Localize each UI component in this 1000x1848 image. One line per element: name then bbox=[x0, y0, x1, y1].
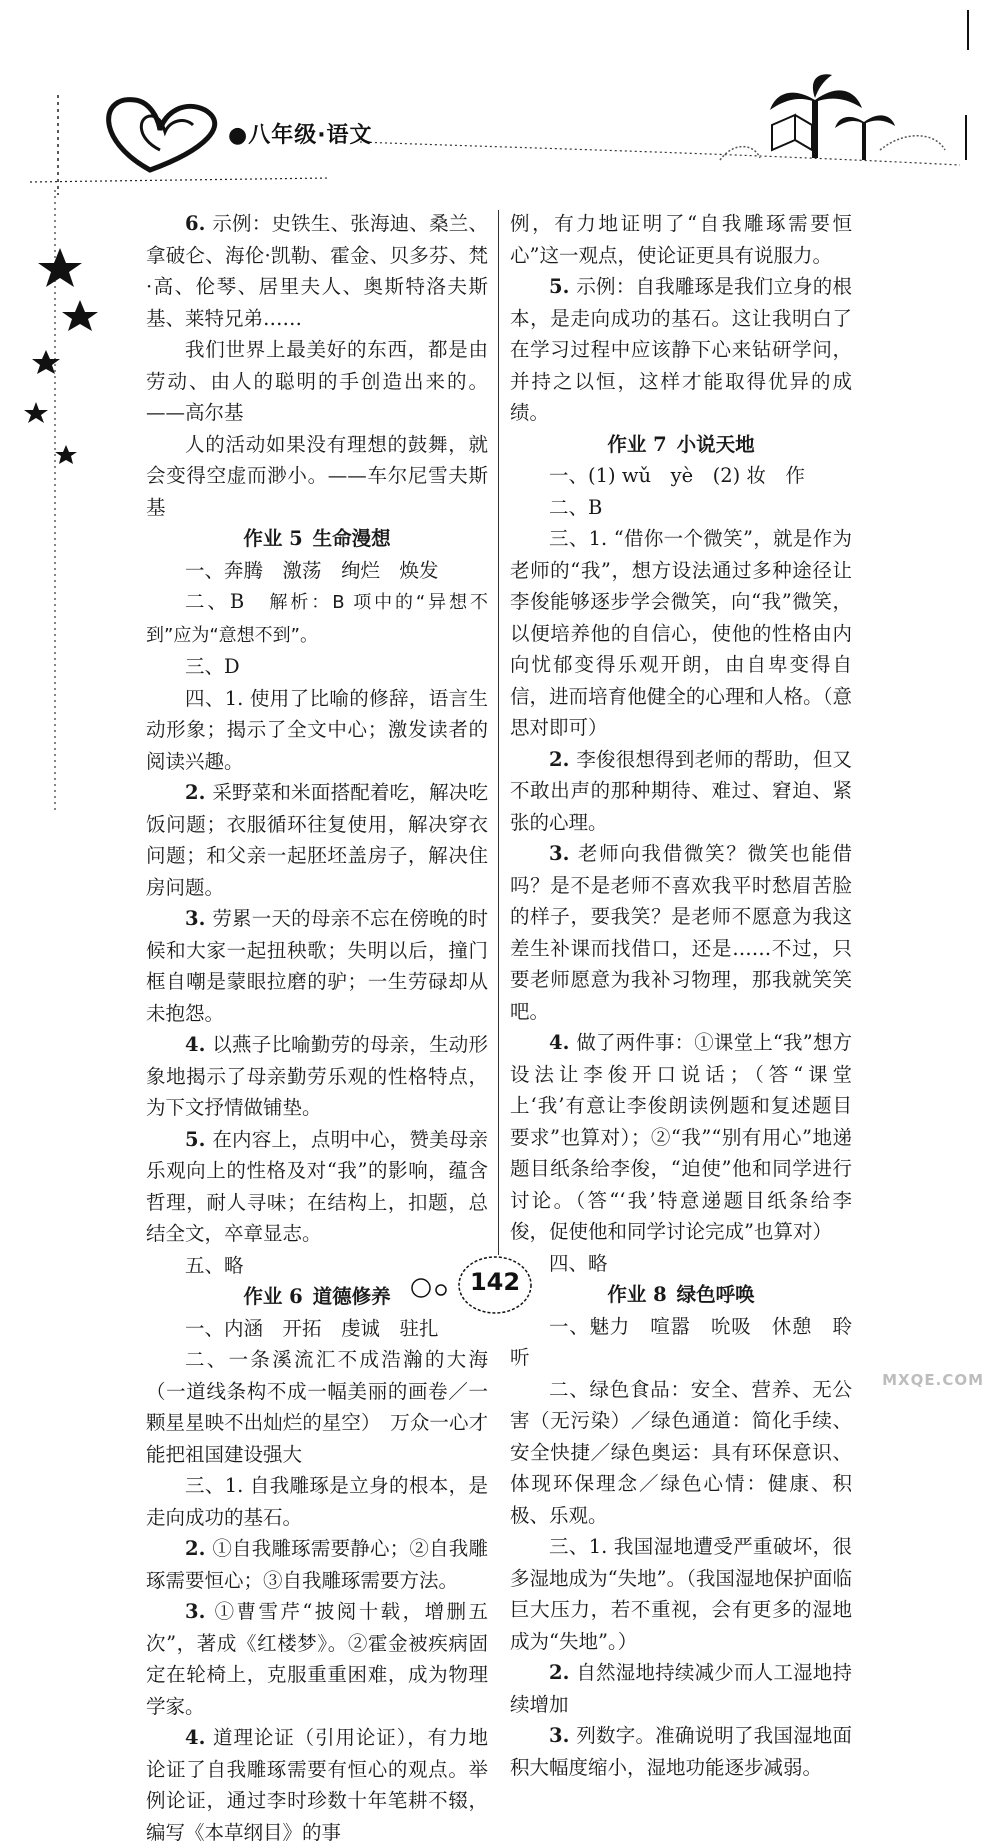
heart-icon bbox=[109, 100, 215, 170]
star-icon bbox=[62, 300, 98, 331]
answer-item: 6. 示例：史铁生、张海迪、桑兰、拿破仑、海伦·凯勒、霍金、贝多芬、梵·高、伦琴、居里夫人、奥斯特洛夫斯基、莱特兄弟…… bbox=[146, 212, 488, 330]
section-heading: 作业 7 小说天地 bbox=[607, 432, 755, 456]
star-icon bbox=[24, 402, 48, 423]
answer-item: 2. 采野菜和米面搭配着吃，解决吃饭问题；衣服循环往复使用，解决穿衣问题；和父亲一起胚坯盖房子，解决住房问题。 bbox=[146, 781, 488, 899]
quote: 人的活动如果没有理想的鼓舞，就会变得空虚而渺小。——车尔尼雪夫斯基 bbox=[146, 432, 488, 519]
answer-item: 四、1. 使用了比喻的修辞，语言生动形象；揭示了全文中心；激发读者的阅读兴趣。 bbox=[146, 686, 488, 773]
star-icon bbox=[32, 350, 60, 374]
answer-item: 2. 李俊很想得到老师的帮助，但又不敢出声的那种期待、难过、窘迫、紧张的心理。 bbox=[510, 747, 852, 834]
answer-item: 3. 劳累一天的母亲不忘在傍晚的时候和大家一起扭秧歌；失明以后，撞门框自嘲是蒙眼拉磨的驴；一生劳碌却从未抱怨。 bbox=[146, 907, 488, 1025]
star-icon bbox=[55, 445, 77, 464]
book-icon bbox=[772, 115, 812, 150]
section-heading: 作业 8 绿色呼唤 bbox=[607, 1283, 755, 1306]
answer-item: 5. 示例：自我雕琢是我们立身的根本，是走向成功的基石。这让我明白了在学习过程中应该静下心来钻研学问，并持之以恒，这样才能取得优异的成绩。 bbox=[510, 275, 852, 424]
answer-item: 4. 道理论证（引用论证），有力地论证了自我雕琢需要有恒心的观点。举例论证，通过李时珍数十年笔耕不辍，编写《本草纲目》的事 bbox=[146, 1726, 488, 1844]
section-heading: 作业 6 道德修养 bbox=[243, 1285, 391, 1308]
answer-item: 三、1. 自我雕琢是立身的根本，是走向成功的基石。 bbox=[146, 1474, 488, 1529]
answer-item: 五、略 bbox=[185, 1253, 244, 1277]
watermark: MXQE.COM bbox=[882, 1371, 984, 1389]
left-column bbox=[146, 208, 488, 1848]
answer-item: 4. 做了两件事：①课堂上“我”想方设法让李俊开口说话；（答“课堂上‘我’有意让李俊朗读例题和复述题目要求”也算对）；②“我”“别有用心”地递题目纸条给李俊，“迫使”他和同学进行讨论。（答“‘我’特意递题目纸条给李俊，促使他和同学讨论完成”也算对） bbox=[510, 1031, 852, 1243]
answer-continuation: 例，有力地证明了“自我雕琢需要恒心”这一观点，使论证更具有说服力。 bbox=[510, 212, 852, 267]
answer-item: 一、(1) wǔ yè (2) 妆 作 bbox=[549, 464, 805, 487]
answer-item: 二、一条溪流汇不成浩瀚的大海（一道线条构不成一幅美丽的画卷／一颗星星映不出灿烂的星空） 万众一心才能把祖国建设强大 bbox=[146, 1348, 488, 1466]
left-margin-decoration bbox=[0, 190, 150, 1250]
right-column bbox=[510, 208, 852, 1783]
section-heading: 作业 5 生命漫想 bbox=[243, 527, 391, 550]
answer-item: 4. 以燕子比喻勤劳的母亲，生动形象地揭示了母亲勤劳乐观的性格特点，为下文抒情做铺垫。 bbox=[146, 1033, 488, 1119]
answer-item: 一、奔腾 激荡 绚烂 焕发 bbox=[185, 558, 439, 582]
answer-item: 3. 老师向我借微笑？微笑也能借吗？是不是老师不喜欢我平时愁眉苦脸的样子，要我笑？是老师不愿意为我这差生补课而找借口，还是……不过，只要老师愿意为我补习物理，那我就笑笑吧。 bbox=[510, 842, 852, 1023]
answer-item: 3. 列数字。准确说明了我国湿地面积大幅度缩小，湿地功能逐步减弱。 bbox=[510, 1724, 852, 1779]
quote: 我们世界上最美好的东西，都是由劳动、由人的聪明的手创造出来的。——高尔基 bbox=[146, 338, 488, 424]
answer-item: 二、绿色食品：安全、营养、无公害（无污染）／绿色通道：简化手续、安全快捷／绿色奥运：具有环保意识、体现环保理念／绿色心情：健康、积极、乐观。 bbox=[510, 1377, 852, 1527]
answer-item: 一、魅力 喧嚣 吮吸 休憩 聆听 bbox=[510, 1314, 852, 1369]
answer-item: 5. 在内容上，点明中心，赞美母亲乐观向上的性格及对“我”的影响，蕴含哲理，耐人寻味；在结构上，扣题，总结全文，卒章显志。 bbox=[146, 1127, 488, 1245]
answer-item: 3. ①曹雪芹“披阅十载，增删五次”，著成《红楼梦》。②霍金被疾病固定在轮椅上，克服重重困难，成为物理学家。 bbox=[146, 1600, 488, 1718]
answer-item: 四、略 bbox=[549, 1251, 608, 1275]
answer-item: 二、B 解析：B 项中的“异想不到”应为“意想不到”。 bbox=[146, 590, 488, 646]
answer-item: 三、1. “借你一个微笑”，就是作为老师的“我”，想方设法通过多种途径让李俊能够逐步学会微笑，向“我”微笑，以便培养他的自信心，使他的性格由内向忧郁变得乐观开朗，由自卑变得自信，进而培育他健全的心理和人格。（意思对即可） bbox=[510, 527, 852, 739]
answer-item: 三、D bbox=[185, 655, 240, 678]
answer-item: 二、B bbox=[549, 495, 603, 519]
page-header bbox=[0, 0, 1000, 200]
header-title: ●八年级·语文 bbox=[228, 123, 373, 148]
star-icon bbox=[38, 248, 82, 287]
explanation: 解析：B 项中的“异想不到”应为“意想不到”。 bbox=[146, 592, 488, 646]
column-divider bbox=[498, 210, 499, 1255]
answer-item: 三、1. 我国湿地遭受严重破坏，很多湿地成为“失地”。（我国湿地保护面临巨大压力，若不重视，会有更多的湿地成为“失地”。） bbox=[510, 1535, 852, 1653]
answer-item: 一、内涵 开拓 虔诚 驻扎 bbox=[185, 1316, 439, 1340]
page-number: 142 bbox=[469, 1268, 521, 1296]
answer-item: 2. 自然湿地持续减少而人工湿地持续增加 bbox=[510, 1661, 852, 1716]
answer-item: 2. ①自我雕琢需要静心；②自我雕琢需要恒心；③自我雕琢需要方法。 bbox=[146, 1537, 488, 1592]
header-decoration bbox=[0, 0, 1000, 200]
